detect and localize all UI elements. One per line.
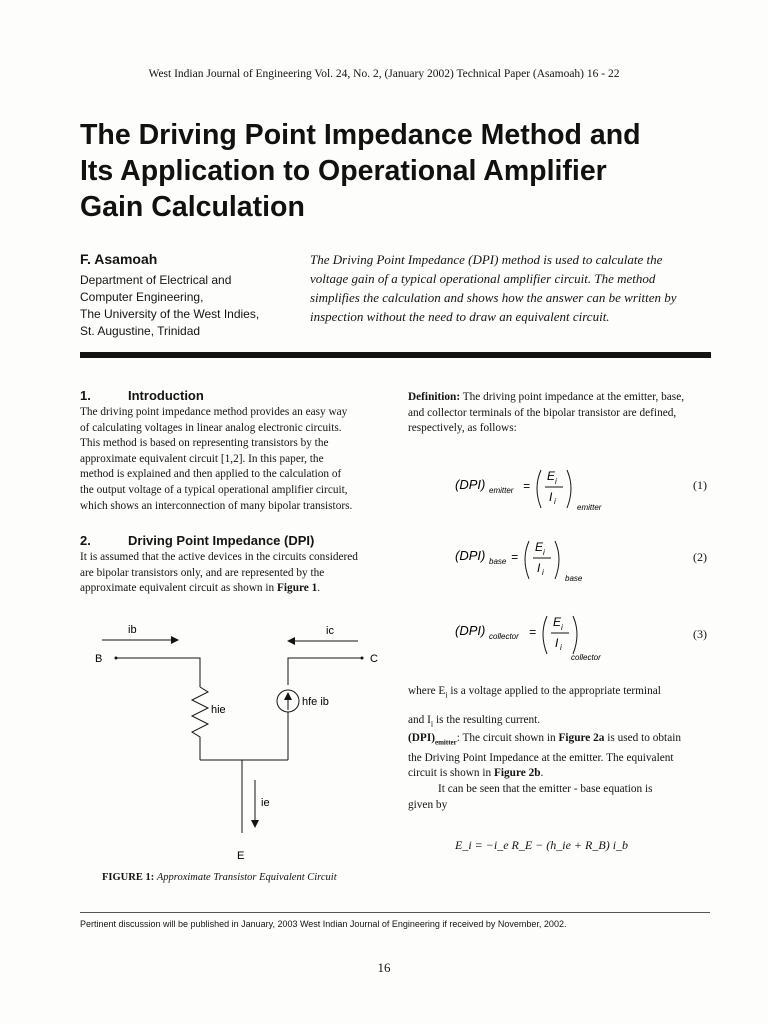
svg-text:=: =	[511, 550, 519, 564]
body-line	[408, 766, 713, 782]
equation-2-graphic	[455, 533, 615, 585]
body-line	[408, 390, 713, 406]
body-line: of calculating voltages in linear analog electronic circuits.	[80, 421, 342, 434]
body-line: which shows an interconnection of many bipolar transistors.	[80, 499, 353, 512]
body-text: and I	[408, 714, 431, 726]
dpi-label: (DPI)	[408, 732, 435, 744]
eq-outer-sub: collector	[571, 653, 601, 662]
figure-reference: Figure 2a	[558, 732, 605, 744]
eq-denominator: I	[549, 490, 553, 504]
eq-numerator: E	[553, 615, 562, 629]
eq-denominator-sub: i	[560, 643, 562, 652]
eq-numerator: E	[535, 540, 544, 554]
collector-wire	[288, 658, 362, 685]
section-1-heading	[80, 388, 204, 403]
body-line: method is explained and then applied to the calculation of	[80, 468, 342, 481]
body-text: is used to obtain	[604, 732, 682, 744]
body-line: the output voltage of a typical operational amplifier circuit,	[80, 483, 348, 496]
and-line	[408, 713, 713, 732]
affiliation-line: St. Augustine, Trinidad	[80, 324, 201, 338]
hie-resistor	[192, 687, 208, 760]
title-line-3: Gain Calculation	[80, 191, 305, 223]
subscript: i	[430, 719, 434, 729]
eq-denominator: I	[555, 636, 559, 650]
equation-3-graphic	[455, 608, 625, 664]
eq-outer-sub: base	[565, 574, 583, 583]
body-text: is a voltage applied to the appropriate terminal	[447, 685, 661, 697]
subscript: i	[445, 690, 448, 700]
eq-numerator-sub: i	[555, 477, 557, 486]
journal-header: West Indian Journal of Engineering Vol. 24, No. 2, (January 2002) Technical Paper (Asamoah) 16 - 22	[148, 68, 620, 80]
paper-title	[80, 117, 720, 225]
body-line: The driving point impedance method provides an easy way	[80, 406, 348, 418]
section-2-heading	[80, 533, 314, 548]
body-text: .	[540, 767, 544, 780]
base-terminal-label: B	[95, 653, 103, 665]
eq-denominator: I	[537, 561, 541, 575]
body-line: It can be seen that the emitter - base equation is	[438, 783, 653, 796]
eq-numerator: E	[547, 469, 556, 483]
body-line: the Driving Point Impedance at the emitter. The equivalent	[408, 751, 674, 764]
body-text: .	[317, 582, 321, 595]
equation-3	[455, 608, 625, 668]
figure-reference: Figure 1	[277, 582, 318, 595]
section-title: Driving Point Impedance (DPI)	[128, 533, 315, 548]
caption-label: FIGURE 1:	[102, 872, 155, 883]
body-line	[80, 581, 390, 597]
abstract-line: The Driving Point Impedance (DPI) method is used to calculate the	[310, 252, 663, 267]
eq-lhs-sub: collector	[489, 632, 519, 641]
section-number: 1.	[80, 388, 91, 403]
hie-label: hie	[211, 704, 226, 716]
body-line: respectively, as follows:	[408, 422, 517, 435]
body-text: where E	[408, 685, 446, 697]
eq-denominator-sub: i	[554, 497, 556, 506]
section-2-body	[80, 550, 390, 597]
header-divider	[80, 352, 711, 358]
abstract-line: voltage gain of a typical operational amplifier circuit. The method	[310, 271, 656, 286]
footnote: Pertinent discussion will be published in January, 2003 West Indian Journal of Engineering if received by November, 2002.	[80, 919, 567, 929]
title-line-2: Its Application to Operational Amplifier	[80, 155, 607, 187]
svg-text:=: =	[523, 479, 531, 493]
eq-lhs-sub: emitter	[489, 486, 514, 495]
emitter-base-equation: E_i = −i_e R_E − (h_ie + R_B) i_b	[455, 838, 629, 852]
equation-1-number: (1)	[693, 478, 707, 492]
body-text: : The circuit shown in	[456, 732, 559, 744]
body-line: approximate equivalent circuit [1,2]. In this paper, the	[80, 452, 324, 465]
left-paren	[525, 541, 529, 579]
eq-numerator-sub: i	[543, 548, 545, 557]
body-line	[408, 731, 713, 751]
ib-label: ib	[128, 624, 137, 636]
eq-lhs: (DPI)	[455, 477, 486, 492]
author-name: F. Asamoah	[80, 251, 158, 267]
right-paren	[567, 470, 571, 508]
figure-reference: Figure 2b	[493, 767, 541, 780]
author-affiliation	[80, 272, 290, 340]
affiliation-line: The University of the West Indies,	[80, 307, 260, 321]
abstract-line: inspection without the need to draw an equivalent circuit.	[310, 309, 610, 324]
body-line: and collector terminals of the bipolar transistor are defined,	[408, 406, 677, 419]
body-line: are bipolar transistors only, and are represented by the	[80, 566, 325, 579]
affiliation-line: Computer Engineering,	[80, 290, 204, 304]
ic-label: ic	[326, 625, 334, 637]
equation-1-graphic	[455, 462, 615, 514]
affiliation-line: Department of Electrical and	[80, 273, 232, 287]
base-wire	[116, 658, 200, 687]
definition-paragraph	[408, 390, 713, 437]
emitter-terminal-label: E	[237, 850, 245, 862]
subscript: emitter	[434, 738, 457, 747]
body-line: This method is based on representing transistors by the	[80, 437, 329, 450]
eq-lhs-sub: base	[489, 557, 507, 566]
transistor-equivalent-circuit	[80, 615, 400, 870]
section-title: Introduction	[128, 388, 204, 403]
where-line	[408, 684, 713, 703]
body-text: The driving point impedance at the emitter, base,	[460, 391, 685, 403]
collector-terminal-label: C	[370, 653, 378, 665]
section-number: 2.	[80, 533, 91, 548]
ie-label: ie	[261, 797, 270, 809]
equation-2	[455, 533, 615, 589]
body-line: given by	[408, 798, 448, 811]
page-number: 16	[377, 960, 391, 975]
equation-1	[455, 462, 615, 518]
hfe-ib-label: hfe ib	[302, 696, 329, 708]
dpi-emitter-paragraph	[408, 731, 713, 813]
left-paren	[537, 470, 541, 508]
body-text: approximate equivalent circuit as shown in	[80, 582, 278, 595]
figure-1-caption	[102, 872, 337, 883]
footnote-divider	[80, 912, 710, 913]
right-paren	[573, 616, 577, 654]
abstract-line: simplifies the calculation and shows how the answer can be written by	[310, 290, 677, 305]
equation-3-number: (3)	[693, 627, 707, 641]
svg-text:=: =	[529, 625, 537, 639]
eq-denominator-sub: i	[542, 568, 544, 577]
abstract	[310, 250, 715, 326]
body-line: It is assumed that the active devices in the circuits considered	[80, 551, 358, 563]
section-1-body	[80, 405, 390, 514]
caption-text: Approximate Transistor Equivalent Circuit	[156, 872, 337, 883]
eq-outer-sub: emitter	[577, 503, 602, 512]
right-paren	[555, 541, 559, 579]
definition-label: Definition:	[408, 391, 461, 403]
body-text: circuit is shown in	[408, 767, 494, 780]
title-line-1: The Driving Point Impedance Method and	[80, 119, 641, 151]
eq-lhs: (DPI)	[455, 548, 486, 563]
eq-lhs: (DPI)	[455, 623, 486, 638]
body-text: is the resulting current.	[433, 714, 541, 726]
left-paren	[543, 616, 547, 654]
equation-2-number: (2)	[693, 550, 707, 564]
eq-numerator-sub: i	[561, 623, 563, 632]
